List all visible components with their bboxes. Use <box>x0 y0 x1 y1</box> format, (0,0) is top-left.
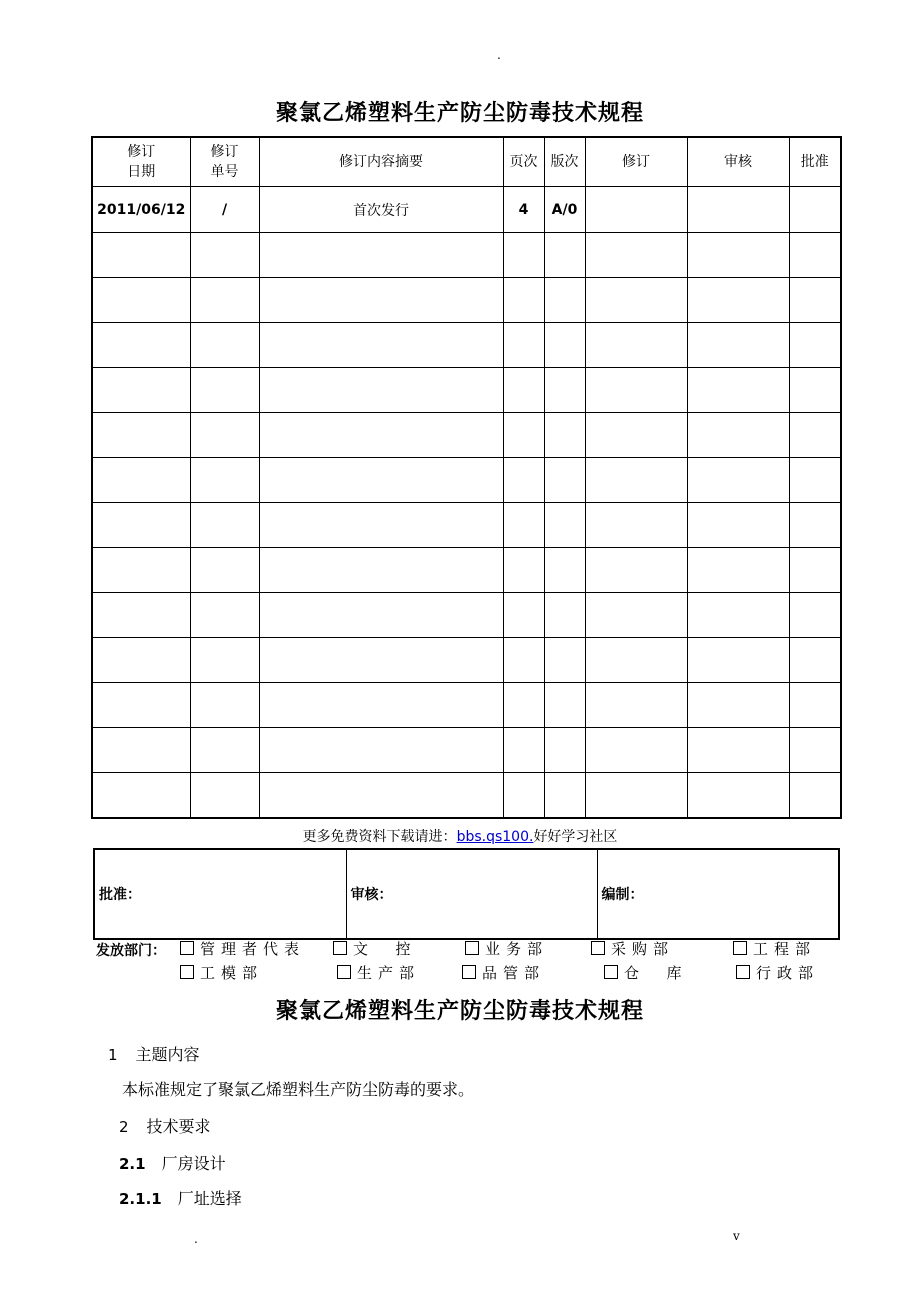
sign-prepare: 编制： <box>597 849 839 939</box>
dist-item[interactable]: 工模部 <box>180 962 263 983</box>
cell-approve <box>789 187 841 233</box>
empty-row <box>92 233 841 278</box>
checkbox-icon[interactable] <box>180 941 194 955</box>
empty-row <box>92 278 841 323</box>
note-suffix: 好好学习社区 <box>533 829 618 845</box>
table-row <box>92 187 841 233</box>
section-1-text: 本标准规定了聚氯乙烯塑料生产防尘防毒的要求。 <box>122 1080 475 1099</box>
header-revision-no: 修订 单号 <box>190 137 259 187</box>
checkbox-icon[interactable] <box>604 965 618 979</box>
checkbox-icon[interactable] <box>333 941 347 955</box>
empty-row <box>92 548 841 593</box>
dist-item[interactable]: 工程部 <box>733 938 816 959</box>
revision-table <box>91 136 842 819</box>
cell-summary: 首次发行 <box>259 187 503 233</box>
note-prefix: 更多免费资料下载请进： <box>302 829 457 845</box>
empty-row <box>92 773 841 819</box>
dist-item[interactable]: 品管部 <box>462 962 545 983</box>
dist-item[interactable]: 行政部 <box>736 962 819 983</box>
dist-item[interactable]: 仓 库 <box>604 962 688 983</box>
checkbox-icon[interactable] <box>465 941 479 955</box>
page-mark-v: v <box>733 1229 740 1243</box>
dist-item[interactable]: 生产部 <box>337 962 420 983</box>
empty-row <box>92 638 841 683</box>
sign-approve: 批准： <box>94 849 346 939</box>
empty-row <box>92 503 841 548</box>
sign-review: 审核： <box>346 849 597 939</box>
revision-header-row <box>92 137 841 187</box>
page-dot-top: . <box>497 48 501 62</box>
header-review: 审核 <box>687 137 789 187</box>
section-2-heading: 2 技术要求 <box>119 1117 211 1136</box>
checkbox-icon[interactable] <box>462 965 476 979</box>
distribution-label: 发放部门： <box>96 943 166 959</box>
header-summary: 修订内容摘要 <box>259 137 503 187</box>
header-approve: 批准 <box>789 137 841 187</box>
cell-version: A/0 <box>544 187 585 233</box>
cell-no: / <box>190 187 259 233</box>
cell-revise <box>585 187 687 233</box>
header-revision-date: 修订 日期 <box>92 137 190 187</box>
dist-item[interactable]: 管理者代表 <box>180 938 305 959</box>
empty-row <box>92 368 841 413</box>
download-note <box>0 826 920 846</box>
empty-row <box>92 728 841 773</box>
empty-row <box>92 683 841 728</box>
page-title: 聚氯乙烯塑料生产防尘防毒技术规程 <box>275 101 644 126</box>
header-page: 页次 <box>503 137 544 187</box>
empty-row <box>92 593 841 638</box>
dist-item[interactable]: 采购部 <box>591 938 674 959</box>
header-revise: 修订 <box>585 137 687 187</box>
header-version: 版次 <box>544 137 585 187</box>
checkbox-icon[interactable] <box>736 965 750 979</box>
dist-item[interactable]: 文 控 <box>333 938 417 959</box>
section-2-1-heading: 2.1 厂房设计 <box>119 1154 226 1173</box>
checkbox-icon[interactable] <box>180 965 194 979</box>
content-title: 聚氯乙烯塑料生产防尘防毒技术规程 <box>275 999 644 1024</box>
empty-row <box>92 413 841 458</box>
sign-table <box>93 848 840 940</box>
checkbox-icon[interactable] <box>337 965 351 979</box>
dist-item[interactable]: 业务部 <box>465 938 548 959</box>
cell-page: 4 <box>503 187 544 233</box>
empty-row <box>92 458 841 503</box>
cell-review <box>687 187 789 233</box>
empty-row <box>92 323 841 368</box>
checkbox-icon[interactable] <box>591 941 605 955</box>
cell-date: 2011/06/12 <box>92 187 190 233</box>
section-2-1-1-heading: 2.1.1 厂址选择 <box>119 1189 242 1208</box>
section-1-heading: 1 主题内容 <box>108 1045 200 1064</box>
page-dot-bottom: . <box>194 1232 198 1246</box>
note-link[interactable]: bbs.qs100. <box>456 829 534 845</box>
checkbox-icon[interactable] <box>733 941 747 955</box>
